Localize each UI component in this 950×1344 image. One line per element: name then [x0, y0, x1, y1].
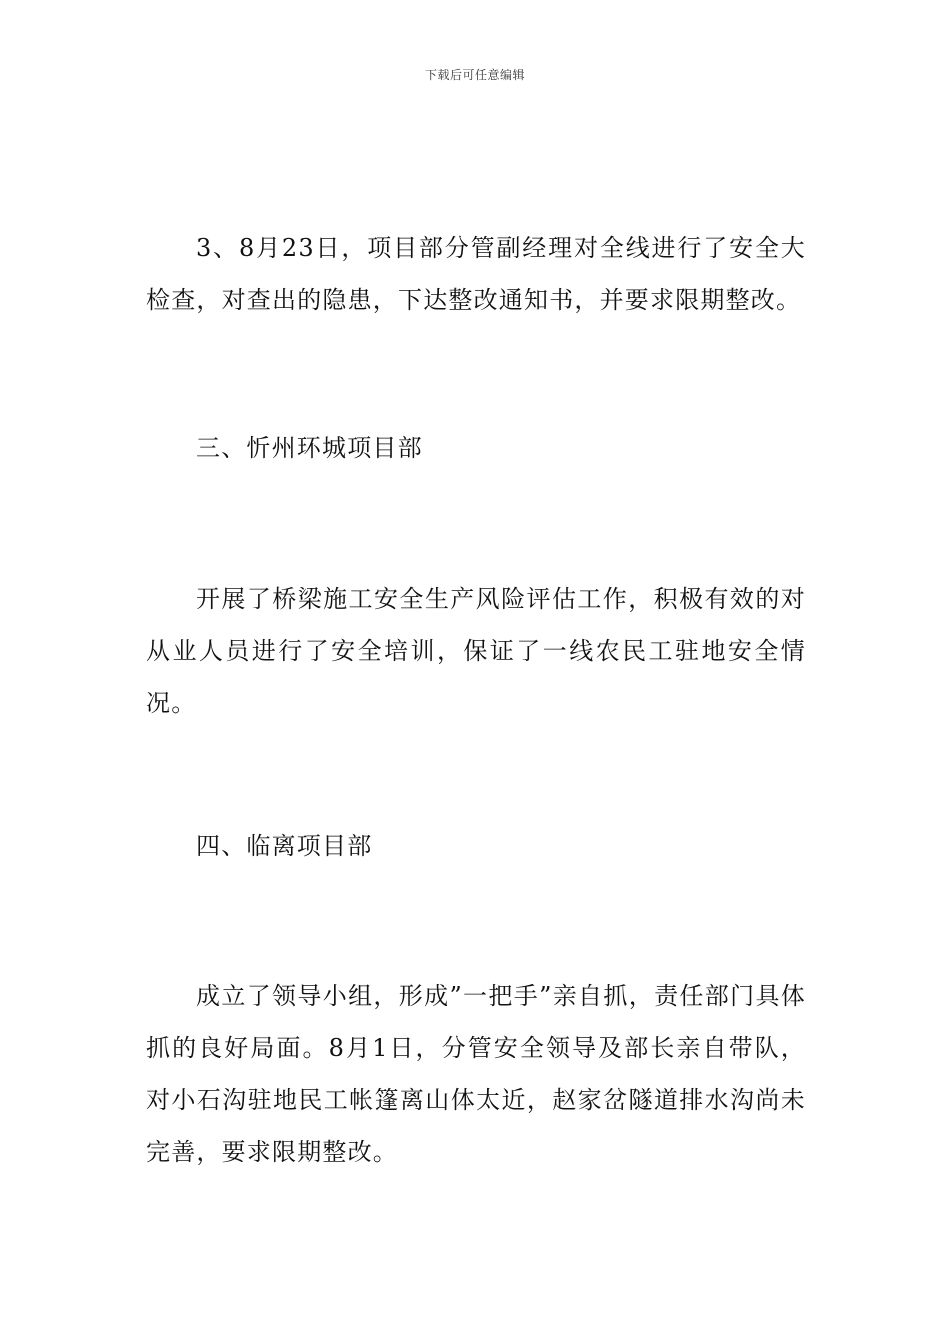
page-header: 下载后可任意编辑 — [424, 68, 525, 82]
section-heading-xinzhou: 三、忻州环城项目部 — [196, 434, 423, 462]
paragraph-inspection: 3、8月23日，项目部分管副经理对全线进行了安全大检查，对查出的隐患，下达整改通知书，并要求限期整改。 — [146, 234, 806, 314]
section-heading-linli: 四、临离项目部 — [196, 832, 373, 860]
paragraph-leadership-group: 成立了领导小组，形成”一把手”亲自抓，责任部门具体抓的良好局面。8月1日，分管安全领导及部长亲自带队，对小石沟驻地民工帐篷离山体太近，赵家岔隧道排水沟尚未完善，要求限期整改。 — [146, 982, 806, 1166]
paragraph-risk-assessment: 开展了桥梁施工安全生产风险评估工作，积极有效的对从业人员进行了安全培训，保证了一线农民工驻地安全情况。 — [146, 585, 806, 717]
